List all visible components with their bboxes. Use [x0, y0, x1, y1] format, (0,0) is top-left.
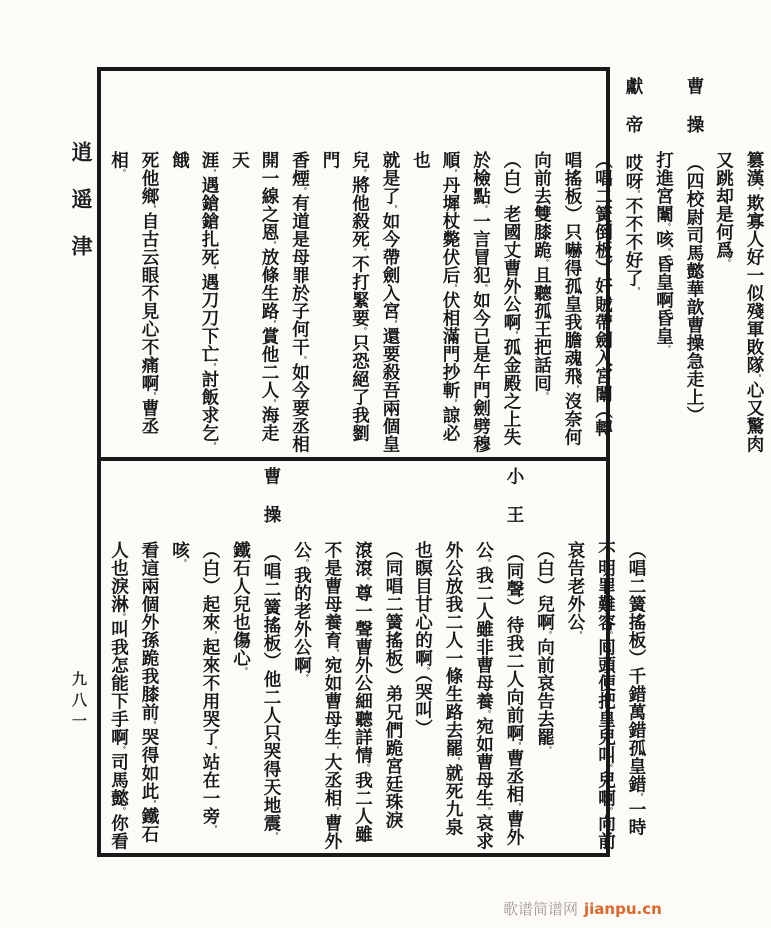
- column-text: 公。我的老外公啊。: [291, 541, 312, 681]
- text-column: [315, 71, 375, 457]
- column-text: 又跳却是何爲。: [713, 151, 734, 266]
- column-text: （唱二簧搖板）千錯萬錯孤皇錯。一時: [626, 541, 646, 836]
- column-text: 外公放我二人一條生路去罷。就死九泉: [443, 541, 463, 836]
- text-column: [225, 461, 256, 853]
- text-column: [557, 71, 588, 457]
- role-label: 獻帝: [623, 77, 643, 154]
- text-column: [103, 71, 164, 457]
- text-column: [496, 71, 527, 457]
- text-column: [526, 71, 557, 457]
- text-column: [621, 461, 652, 853]
- column-text: 滾滾。尊一聲曹外公細聽詳情。我二人雖: [352, 541, 373, 843]
- column-text: 死他鄉。自古云眼不見心不痛啊。曹丞相。: [108, 151, 159, 435]
- column-text: （白）老國丈曹外公啊。孤金殿之上失: [501, 151, 521, 446]
- text-column: [224, 71, 284, 457]
- column-text: 開一線之恩。放條生路。賞他二人。海走天: [229, 151, 279, 442]
- column-text: 順。丹墀杖斃伏后。伏相滿門抄斬。諒必也: [410, 151, 460, 442]
- column-text: 哎呀。不不不好了。: [623, 154, 643, 294]
- text-column: [468, 461, 499, 853]
- text-column: [648, 71, 679, 457]
- watermark-site-name: 歌谱简谱网: [503, 900, 579, 918]
- column-text: 哀告老外公。: [565, 541, 585, 638]
- role-label: 小王: [504, 467, 524, 544]
- column-text: 兒。將他殺死。不打緊要。只恐絕了我劉門: [320, 151, 370, 442]
- column-text: 就是了。如今帶劍入宮。還要殺吾兩個皇: [380, 151, 400, 453]
- column-text: 公。我二人雖非曹母養。宛如曹母生。哀求: [473, 541, 494, 850]
- watermark-site-url: jianpu.cn: [584, 900, 662, 918]
- column-text: （唱二簧倒板）奸賊帶劍入宮闈。（轉: [592, 151, 613, 438]
- column-text: 不明罪難容。囘頭便把皇兒叫。兒啊。向前: [595, 541, 616, 850]
- column-text: 涯。遇鎗鎗扎死。遇刀刀下亡。討飯求乞。餓: [169, 151, 219, 449]
- text-column: [618, 71, 649, 457]
- column-text: （同聲）待我二人向前啊。曹丞相。曹外: [504, 544, 524, 846]
- column-text: 也瞑目甘心的啊。（哭叫）: [412, 541, 433, 738]
- column-text: （唱二簧搖板）他二人只哭得天地震。: [261, 544, 281, 839]
- column-text: （白）起來。起來不用哭了。站在一旁。咳。: [169, 541, 220, 832]
- bottom-panel: [101, 461, 653, 853]
- column-text: （同唱二簧搖板）弟兄們跪宮廷珠淚: [383, 541, 403, 829]
- column-text: 看這兩個外孫跪我膝前。哭得如此。鐵石: [139, 541, 159, 843]
- role-label: 曹操: [684, 77, 704, 154]
- text-column: [499, 461, 530, 853]
- role-label: 曹操: [261, 467, 281, 544]
- play-title: 逍遥津: [69, 141, 94, 282]
- column-text: 向前去雙膝跪。且聽孤王把話囘。: [531, 151, 552, 399]
- text-frame: [97, 67, 764, 857]
- column-text: 打進宮闈。咳。昏皇啊昏皇。: [653, 151, 674, 352]
- text-column: [256, 461, 287, 853]
- text-column: [529, 461, 560, 853]
- text-column: [378, 461, 408, 853]
- text-column: [739, 71, 770, 457]
- text-column: [438, 461, 469, 853]
- column-text: （四校尉司馬懿華歆曹操急走上）: [684, 154, 704, 424]
- text-column: [286, 461, 317, 853]
- text-column: [375, 71, 406, 457]
- text-column: [679, 71, 709, 457]
- text-column: [103, 461, 134, 853]
- text-column: [284, 71, 315, 457]
- text-column: [405, 71, 465, 457]
- text-column: [134, 461, 165, 853]
- column-text: 篡漢。欺寡人好一似殘軍敗隊。心又驚肉: [744, 151, 764, 453]
- page-number: 九八一: [70, 671, 88, 734]
- column-text: 人也淚淋。叫我怎能下手啊。司馬懿。你看: [108, 541, 129, 850]
- column-text: 於檢點。一言冒犯。如今已是午門劍劈穆: [470, 151, 491, 453]
- text-column: [587, 71, 618, 457]
- column-text: 不是曹母養育。宛如曹母生。大丞相。曹外: [322, 541, 342, 850]
- text-column: [708, 71, 739, 457]
- column-text: （白）兒啊。向前哀告去罷。: [534, 541, 555, 753]
- column-text: 香煙。有道是母罪於子何干。如今要丞相: [289, 151, 310, 453]
- watermark: [503, 898, 662, 919]
- column-text: 唱搖板）只嚇得孤皇我膽魂飛。沒奈何: [562, 151, 582, 446]
- text-column: [560, 461, 591, 853]
- column-text: 鐵石人兒也傷心。: [230, 541, 251, 674]
- text-column: [465, 71, 496, 457]
- top-panel: [101, 71, 771, 457]
- text-column: [317, 461, 348, 853]
- text-column: [164, 71, 224, 457]
- text-column: [407, 461, 438, 853]
- text-column: [164, 461, 225, 853]
- text-column: [590, 461, 621, 853]
- text-column: [347, 461, 378, 853]
